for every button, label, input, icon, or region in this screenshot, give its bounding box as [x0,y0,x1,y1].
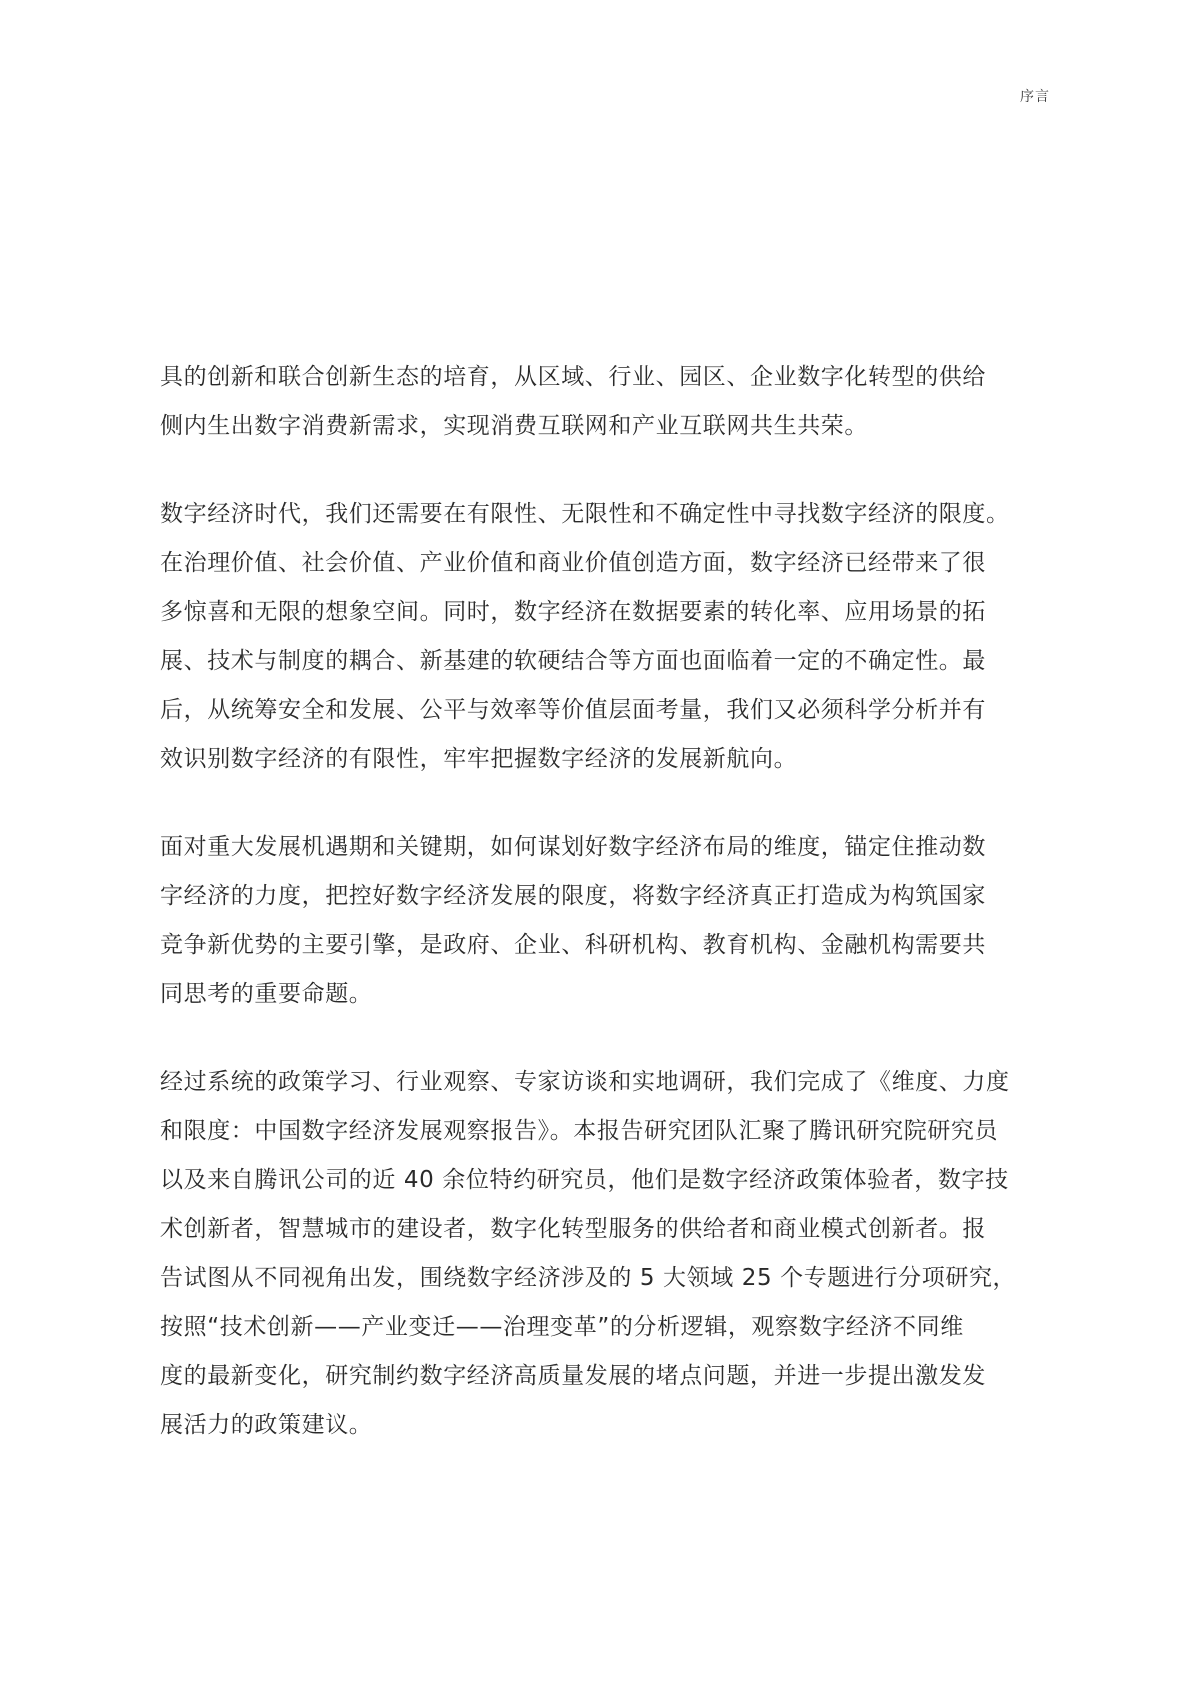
text-line: 多惊喜和无限的想象空间。同时，数字经济在数据要素的转化率、应用场景的拓 [160,599,986,625]
text-line: 以及来自腾讯公司的近 40 余位特约研究员，他们是数字经济政策体验者，数字技 [160,1167,1009,1193]
text-line: 后，从统筹安全和发展、公平与效率等价值层面考量，我们又必须科学分析并有 [160,697,986,723]
text-line: 具的创新和联合创新生态的培育，从区域、行业、园区、企业数字化转型的供给 [160,364,986,390]
paragraph-2 [160,490,1060,784]
text-line: 按照“技术创新——产业变迁——治理变革”的分析逻辑，观察数字经济不同维 [160,1314,964,1340]
text-line: 度的最新变化，研究制约数字经济高质量发展的堵点问题，并进一步提出激发发 [160,1363,986,1389]
text-line: 字经济的力度，把控好数字经济发展的限度，将数字经济真正打造成为构筑国家 [160,883,986,909]
text-line: 在治理价值、社会价值、产业价值和商业价值创造方面，数字经济已经带来了很 [160,550,986,576]
text-line: 面对重大发展机遇期和关键期，如何谋划好数字经济布局的维度，锚定住推动数 [160,834,986,860]
body-text [160,353,1060,1489]
text-line: 术创新者，智慧城市的建设者，数字化转型服务的供给者和商业模式创新者。报 [160,1216,986,1242]
text-line: 告试图从不同视角出发，围绕数字经济涉及的 5 大领域 25 个专题进行分项研究， [160,1265,1017,1291]
text-line: 效识别数字经济的有限性，牢牢把握数字经济的发展新航向。 [160,746,798,772]
paragraph-4 [160,1058,1060,1450]
paragraph-3 [160,823,1060,1019]
text-line: 展、技术与制度的耦合、新基建的软硬结合等方面也面临着一定的不确定性。最 [160,648,986,674]
text-line: 侧内生出数字消费新需求，实现消费互联网和产业互联网共生共荣。 [160,413,868,439]
text-line: 展活力的政策建议。 [160,1412,373,1438]
text-line: 竞争新优势的主要引擎，是政府、企业、科研机构、教育机构、金融机构需要共 [160,932,986,958]
paragraph-1 [160,353,1060,451]
running-header-section-title: 序言 [1020,89,1050,105]
text-line: 同思考的重要命题。 [160,981,373,1007]
text-line: 经过系统的政策学习、行业观察、专家访谈和实地调研，我们完成了《维度、力度 [160,1069,1010,1095]
text-line: 和限度：中国数字经济发展观察报告》。本报告研究团队汇聚了腾讯研究院研究员 [160,1118,999,1144]
text-line: 数字经济时代，我们还需要在有限性、无限性和不确定性中寻找数字经济的限度。 [160,501,1010,527]
